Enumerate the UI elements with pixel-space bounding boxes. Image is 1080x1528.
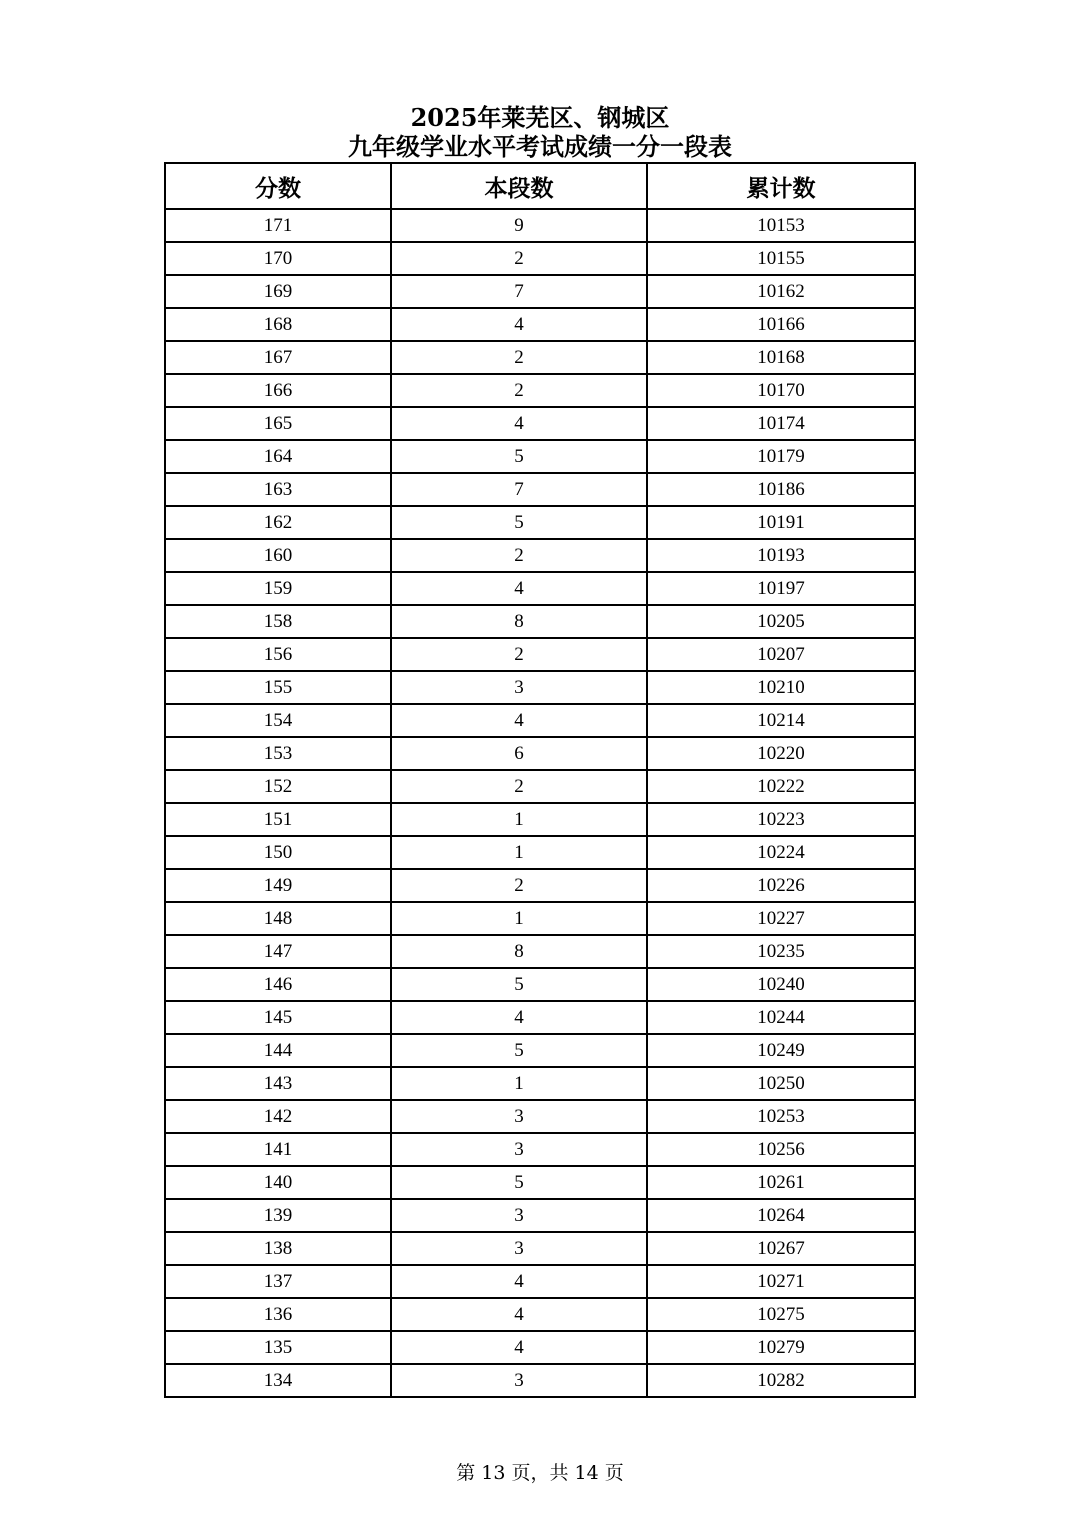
cell-cumulative-count: 10253: [647, 1100, 915, 1133]
table-row: [165, 275, 915, 308]
table-row: [165, 1199, 915, 1232]
cell-score: 169: [165, 275, 391, 308]
cell-segment-count: 5: [391, 1166, 647, 1199]
header-segment-count: 本段数: [391, 163, 647, 209]
table-row: [165, 407, 915, 440]
cell-cumulative-count: 10275: [647, 1298, 915, 1331]
cell-segment-count: 2: [391, 341, 647, 374]
table-row: [165, 506, 915, 539]
cell-score: 167: [165, 341, 391, 374]
cell-score: 156: [165, 638, 391, 671]
cell-cumulative-count: 10166: [647, 308, 915, 341]
cell-score: 145: [165, 1001, 391, 1034]
cell-score: 163: [165, 473, 391, 506]
cell-cumulative-count: 10193: [647, 539, 915, 572]
cell-cumulative-count: 10267: [647, 1232, 915, 1265]
table-row: [165, 1100, 915, 1133]
table-row: [165, 935, 915, 968]
cell-segment-count: 3: [391, 1199, 647, 1232]
cell-score: 150: [165, 836, 391, 869]
cell-segment-count: 8: [391, 935, 647, 968]
cell-segment-count: 1: [391, 836, 647, 869]
cell-segment-count: 4: [391, 1298, 647, 1331]
table-row: [165, 605, 915, 638]
cell-score: 162: [165, 506, 391, 539]
cell-score: 140: [165, 1166, 391, 1199]
cell-score: 149: [165, 869, 391, 902]
cell-score: 135: [165, 1331, 391, 1364]
cell-cumulative-count: 10210: [647, 671, 915, 704]
cell-segment-count: 5: [391, 506, 647, 539]
table-row: [165, 1364, 915, 1397]
cell-cumulative-count: 10220: [647, 737, 915, 770]
document-title-line1: 2025年莱芜区、钢城区: [410, 103, 670, 132]
cell-cumulative-count: 10168: [647, 341, 915, 374]
cell-cumulative-count: 10271: [647, 1265, 915, 1298]
cell-cumulative-count: 10282: [647, 1364, 915, 1397]
table-row: [165, 341, 915, 374]
cell-score: 166: [165, 374, 391, 407]
cell-segment-count: 4: [391, 1265, 647, 1298]
cell-cumulative-count: 10264: [647, 1199, 915, 1232]
table-row: [165, 572, 915, 605]
table-row: [165, 1298, 915, 1331]
cell-segment-count: 1: [391, 1067, 647, 1100]
table-row: [165, 473, 915, 506]
table-row: [165, 1265, 915, 1298]
cell-segment-count: 3: [391, 1232, 647, 1265]
cell-segment-count: 3: [391, 1133, 647, 1166]
cell-cumulative-count: 10240: [647, 968, 915, 1001]
table-row: [165, 1001, 915, 1034]
cell-cumulative-count: 10205: [647, 605, 915, 638]
cell-cumulative-count: 10153: [647, 209, 915, 242]
cell-segment-count: 5: [391, 440, 647, 473]
cell-score: 170: [165, 242, 391, 275]
cell-cumulative-count: 10162: [647, 275, 915, 308]
cell-score: 139: [165, 1199, 391, 1232]
table-row: [165, 209, 915, 242]
cell-score: 168: [165, 308, 391, 341]
table-row: [165, 803, 915, 836]
cell-cumulative-count: 10179: [647, 440, 915, 473]
cell-segment-count: 1: [391, 803, 647, 836]
cell-segment-count: 4: [391, 1331, 647, 1364]
cell-cumulative-count: 10256: [647, 1133, 915, 1166]
cell-cumulative-count: 10226: [647, 869, 915, 902]
table-body: [165, 209, 915, 1397]
table-row: [165, 1331, 915, 1364]
cell-segment-count: 5: [391, 968, 647, 1001]
cell-score: 148: [165, 902, 391, 935]
table-row: [165, 836, 915, 869]
table-row: [165, 770, 915, 803]
cell-score: 155: [165, 671, 391, 704]
cell-segment-count: 4: [391, 704, 647, 737]
table-row: [165, 440, 915, 473]
cell-score: 138: [165, 1232, 391, 1265]
cell-cumulative-count: 10227: [647, 902, 915, 935]
cell-segment-count: 3: [391, 671, 647, 704]
page-footer: 第 13 页，共 14 页: [456, 1462, 624, 1484]
table-row: [165, 737, 915, 770]
cell-segment-count: 9: [391, 209, 647, 242]
cell-segment-count: 1: [391, 902, 647, 935]
cell-segment-count: 2: [391, 638, 647, 671]
table-row: [165, 242, 915, 275]
cell-score: 147: [165, 935, 391, 968]
cell-cumulative-count: 10249: [647, 1034, 915, 1067]
document-title-line2: 九年级学业水平考试成绩一分一段表: [348, 132, 732, 161]
table-row: [165, 638, 915, 671]
cell-segment-count: 2: [391, 539, 647, 572]
table-row: [165, 1232, 915, 1265]
cell-segment-count: 5: [391, 1034, 647, 1067]
cell-segment-count: 8: [391, 605, 647, 638]
cell-segment-count: 7: [391, 275, 647, 308]
header-cumulative-count: 累计数: [647, 163, 915, 209]
cell-segment-count: 4: [391, 308, 647, 341]
cell-score: 134: [165, 1364, 391, 1397]
cell-score: 164: [165, 440, 391, 473]
cell-cumulative-count: 10279: [647, 1331, 915, 1364]
cell-cumulative-count: 10244: [647, 1001, 915, 1034]
cell-score: 144: [165, 1034, 391, 1067]
cell-score: 143: [165, 1067, 391, 1100]
cell-score: 152: [165, 770, 391, 803]
cell-cumulative-count: 10214: [647, 704, 915, 737]
cell-segment-count: 2: [391, 242, 647, 275]
cell-segment-count: 3: [391, 1364, 647, 1397]
cell-score: 159: [165, 572, 391, 605]
cell-segment-count: 7: [391, 473, 647, 506]
cell-score: 158: [165, 605, 391, 638]
table-row: [165, 1067, 915, 1100]
cell-segment-count: 4: [391, 407, 647, 440]
table-row: [165, 1166, 915, 1199]
table-row: [165, 968, 915, 1001]
cell-segment-count: 2: [391, 869, 647, 902]
cell-segment-count: 2: [391, 770, 647, 803]
table-row: [165, 308, 915, 341]
cell-cumulative-count: 10224: [647, 836, 915, 869]
cell-segment-count: 6: [391, 737, 647, 770]
table-row: [165, 671, 915, 704]
cell-score: 153: [165, 737, 391, 770]
cell-cumulative-count: 10222: [647, 770, 915, 803]
cell-cumulative-count: 10261: [647, 1166, 915, 1199]
header-score: 分数: [165, 163, 391, 209]
cell-score: 146: [165, 968, 391, 1001]
cell-cumulative-count: 10223: [647, 803, 915, 836]
table-row: [165, 704, 915, 737]
cell-cumulative-count: 10170: [647, 374, 915, 407]
cell-cumulative-count: 10250: [647, 1067, 915, 1100]
cell-cumulative-count: 10174: [647, 407, 915, 440]
table-row: [165, 902, 915, 935]
cell-score: 141: [165, 1133, 391, 1166]
cell-cumulative-count: 10235: [647, 935, 915, 968]
table-row: [165, 1133, 915, 1166]
cell-segment-count: 2: [391, 374, 647, 407]
cell-segment-count: 4: [391, 572, 647, 605]
cell-cumulative-count: 10207: [647, 638, 915, 671]
cell-score: 165: [165, 407, 391, 440]
cell-score: 142: [165, 1100, 391, 1133]
cell-cumulative-count: 10191: [647, 506, 915, 539]
cell-score: 171: [165, 209, 391, 242]
cell-score: 151: [165, 803, 391, 836]
table-row: [165, 869, 915, 902]
cell-cumulative-count: 10186: [647, 473, 915, 506]
table-row: [165, 374, 915, 407]
cell-score: 160: [165, 539, 391, 572]
cell-cumulative-count: 10155: [647, 242, 915, 275]
cell-cumulative-count: 10197: [647, 572, 915, 605]
cell-segment-count: 4: [391, 1001, 647, 1034]
cell-score: 136: [165, 1298, 391, 1331]
table-row: [165, 1034, 915, 1067]
cell-score: 154: [165, 704, 391, 737]
table-row: [165, 539, 915, 572]
cell-score: 137: [165, 1265, 391, 1298]
cell-segment-count: 3: [391, 1100, 647, 1133]
score-distribution-table: [164, 162, 916, 1398]
table-header-row: [165, 163, 915, 209]
